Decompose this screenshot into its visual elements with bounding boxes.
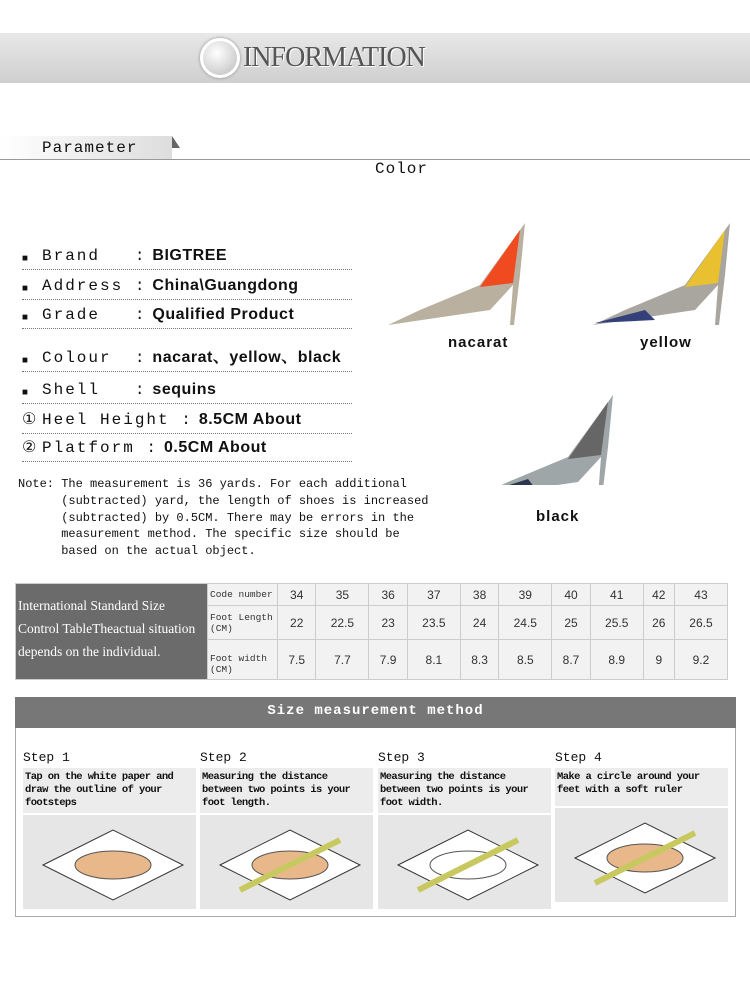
step-description: Measuring the distance between two points is your foot width. <box>378 768 551 813</box>
color-heading: Color <box>375 160 429 178</box>
bullet-icon: ■ <box>22 356 29 367</box>
parameter-row <box>22 342 352 372</box>
table-cell: 26.5 <box>674 606 727 640</box>
table-cell: 39 <box>499 584 552 606</box>
parameter-tab: Parameter <box>0 136 172 160</box>
step-description: Make a circle around your feet with a soft ruler <box>555 768 728 806</box>
table-cell: 42 <box>643 584 674 606</box>
parameter-key: Heel Height : <box>42 411 193 429</box>
color-label-yellow: yellow <box>640 334 692 351</box>
table-cell: 24.5 <box>499 606 552 640</box>
foot-illustration <box>378 815 551 909</box>
step-title: Step 3 <box>378 750 425 765</box>
row-label: Code number <box>208 584 278 606</box>
parameter-value: China\Guangdong <box>152 277 299 294</box>
circle-icon <box>200 38 240 78</box>
step-1 <box>23 750 196 909</box>
bullet-icon: ② <box>22 439 37 457</box>
bullet-icon: ■ <box>22 284 29 295</box>
banner-title: INFORMATION <box>243 42 425 73</box>
parameter-row <box>22 270 352 300</box>
color-label-nacarat: nacarat <box>448 334 509 351</box>
parameter-value: nacarat、yellow、black <box>152 349 342 366</box>
step-description: Tap on the white paper and draw the outline of your footsteps <box>23 768 196 813</box>
table-cell: 8.5 <box>499 640 552 680</box>
step-title: Step 2 <box>200 750 247 765</box>
table-cell: 9 <box>643 640 674 680</box>
shoe-black <box>476 395 613 485</box>
row-label: Foot Length (CM) <box>208 606 278 640</box>
step-2 <box>200 750 373 909</box>
step-3 <box>378 750 551 909</box>
table-cell: 8.1 <box>407 640 460 680</box>
foot-illustration <box>23 815 196 909</box>
table-row <box>16 584 728 606</box>
bullet-icon: ① <box>22 411 37 429</box>
table-cell: 8.3 <box>460 640 498 680</box>
parameter-key: Shell : <box>42 381 147 399</box>
table-cell: 8.7 <box>552 640 590 680</box>
table-cell: 41 <box>590 584 643 606</box>
parameter-value: 8.5CM About <box>198 411 302 428</box>
parameter-row <box>22 374 352 404</box>
step-4 <box>555 750 728 902</box>
measurement-title: Size measurement method <box>15 697 736 728</box>
parameter-value: 0.5CM About <box>164 439 267 456</box>
bullet-icon: ■ <box>22 254 29 265</box>
parameter-row <box>22 299 352 329</box>
table-cell: 40 <box>552 584 590 606</box>
color-label-black: black <box>536 508 580 525</box>
step-title: Step 1 <box>23 750 70 765</box>
bullet-icon: ■ <box>22 388 29 399</box>
parameter-value: Qualified Product <box>152 306 295 323</box>
foot-illustration <box>555 808 728 902</box>
table-title: International Standard Size Control TableTheactual situation depends on the individual. <box>16 584 208 680</box>
parameter-key: Colour : <box>42 349 147 367</box>
table-cell: 34 <box>278 584 316 606</box>
table-cell: 7.5 <box>278 640 316 680</box>
table-cell: 25 <box>552 606 590 640</box>
table-cell: 38 <box>460 584 498 606</box>
table-cell: 25.5 <box>590 606 643 640</box>
table-cell: 23.5 <box>407 606 460 640</box>
foot-illustration <box>200 815 373 909</box>
table-cell: 8.9 <box>590 640 643 680</box>
table-cell: 24 <box>460 606 498 640</box>
parameter-value: BIGTREE <box>152 247 228 264</box>
row-label: Foot width (CM) <box>208 640 278 680</box>
measurement-note: Note: The measurement is 36 yards. For each additional (subtracted) yard, the length of shoes is increased (subtracted) by 0.5CM. There may be errors in the measurement method. The specific size should be based on the actual object. <box>18 477 429 559</box>
table-cell: 22.5 <box>316 606 369 640</box>
parameter-row <box>22 240 352 270</box>
parameter-key: Brand : <box>42 247 147 265</box>
parameter-row <box>22 404 352 434</box>
step-title: Step 4 <box>555 750 602 765</box>
parameter-value: sequins <box>152 381 217 398</box>
table-cell: 7.9 <box>369 640 407 680</box>
parameter-key: Platform : <box>42 439 159 457</box>
bullet-icon: ■ <box>22 313 29 324</box>
parameter-row <box>22 432 352 462</box>
table-cell: 35 <box>316 584 369 606</box>
step-description: Measuring the distance between two points is your foot length. <box>200 768 373 813</box>
shoe-nacarat <box>388 223 525 325</box>
table-cell: 7.7 <box>316 640 369 680</box>
parameter-key: Address : <box>42 277 147 295</box>
parameter-key: Grade : <box>42 306 147 324</box>
table-cell: 26 <box>643 606 674 640</box>
table-cell: 23 <box>369 606 407 640</box>
size-table <box>15 583 728 680</box>
table-cell: 22 <box>278 606 316 640</box>
table-cell: 9.2 <box>674 640 727 680</box>
table-cell: 43 <box>674 584 727 606</box>
table-cell: 37 <box>407 584 460 606</box>
table-cell: 36 <box>369 584 407 606</box>
shoe-yellow <box>593 223 730 325</box>
